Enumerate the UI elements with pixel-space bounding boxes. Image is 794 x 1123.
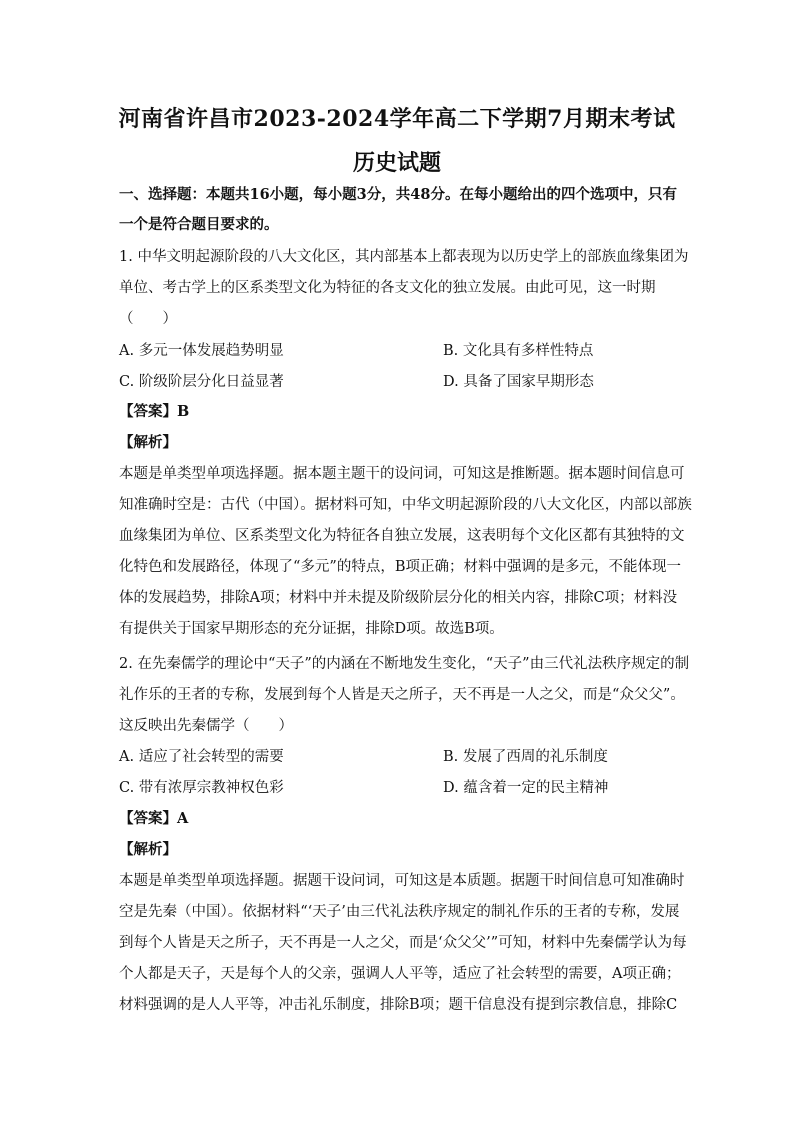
q2-stem-line-3: 这反映出先秦儒学（ ） bbox=[119, 718, 293, 734]
q1-option-c: C. 阶级阶层分化日益显著 bbox=[119, 374, 284, 390]
q1-analysis-line-3: 血缘集团为单位、区系类型文化为特征各自独立发展，这表明每个文化区都有其独特的文 bbox=[119, 528, 685, 544]
q1-analysis-line-1: 本题是单类型单项选择题。据本题主题干的设问词，可知这是推断题。据本题时间信息可 bbox=[119, 466, 685, 482]
q2-stem-line-2: 礼作乐的王者的专称，发展到每个人皆是天之所子，天不再是一人之父，而是“众父父”。 bbox=[119, 687, 685, 703]
q2-option-d: D. 蕴含着一定的民主精神 bbox=[443, 780, 609, 796]
q1-analysis-line-2: 知准确时空是：古代（中国）。据材料可知，中华文明起源阶段的八大文化区，内部以部族 bbox=[119, 497, 692, 513]
q2-option-c: C. 带有浓厚宗教神权色彩 bbox=[119, 780, 284, 796]
q1-option-d: D. 具备了国家早期形态 bbox=[443, 374, 594, 390]
q1-analysis-line-4: 化特色和发展路径，体现了“多元”的特点，B项正确；材料中强调的是多元，不能体现一 bbox=[119, 559, 681, 575]
q1-stem-line-1: 1. 中华文明起源阶段的八大文化区，其内部基本上都表现为以历史学上的部族血缘集团为 bbox=[119, 249, 689, 265]
q2-analysis-label: 【解析】 bbox=[119, 841, 177, 858]
q1-analysis-label: 【解析】 bbox=[119, 434, 177, 451]
exam-title: 河南省许昌市2023-2024学年高二下学期7月期末考试 bbox=[118, 106, 676, 132]
q1-stem-line-2: 单位、考古学上的区系类型文化为特征的各支文化的独立发展。由此可见，这一时期 bbox=[119, 280, 656, 296]
q2-analysis-line-2: 空是先秦（中国）。依据材料“‘天子’由三代礼法秩序规定的制礼作乐的王者的专称，发展 bbox=[119, 904, 680, 920]
exam-subtitle: 历史试题 bbox=[352, 150, 441, 176]
section-instructions-line-1: 一、选择题：本题共16小题，每小题3分，共48分。在每小题给出的四个选项中，只有 bbox=[119, 186, 677, 203]
q2-option-b: B. 发展了西周的礼乐制度 bbox=[443, 749, 608, 765]
section-instructions-line-2: 一个是符合题目要求的。 bbox=[119, 216, 279, 233]
q2-analysis-line-1: 本题是单类型单项选择题。据题干设问词，可知这是本质题。据题干时间信息可知准确时 bbox=[119, 873, 685, 889]
q2-stem-line-1: 2. 在先秦儒学的理论中“天子”的内涵在不断地发生变化，“天子”由三代礼法秩序规定的制 bbox=[119, 656, 690, 672]
q2-answer: 【答案】A bbox=[119, 810, 189, 827]
q2-analysis-line-3: 到每个人皆是天之所子，天不再是一人之父，而是‘众父父’”可知，材料中先秦儒学认为每 bbox=[119, 935, 687, 951]
q2-option-a: A. 适应了社会转型的需要 bbox=[119, 749, 284, 765]
q1-analysis-line-6: 有提供关于国家早期形态的充分证据，排除D项。故选B项。 bbox=[119, 621, 504, 637]
q2-analysis-line-4: 个人都是天子，天是每个人的父亲，强调人人平等，适应了社会转型的需要，A项正确； bbox=[119, 966, 681, 982]
q1-stem-line-3: （ ） bbox=[119, 311, 177, 327]
q1-option-b: B. 文化具有多样性特点 bbox=[443, 343, 594, 359]
q1-answer: 【答案】B bbox=[119, 403, 190, 420]
q2-analysis-line-5: 材料强调的是人人平等，冲击礼乐制度，排除B项；题干信息没有提到宗教信息，排除C bbox=[119, 997, 678, 1013]
q1-analysis-line-5: 体的发展趋势，排除A项；材料中并未提及阶级阶层分化的相关内容，排除C项；材料没 bbox=[119, 590, 678, 606]
q1-option-a: A. 多元一体发展趋势明显 bbox=[119, 343, 284, 359]
